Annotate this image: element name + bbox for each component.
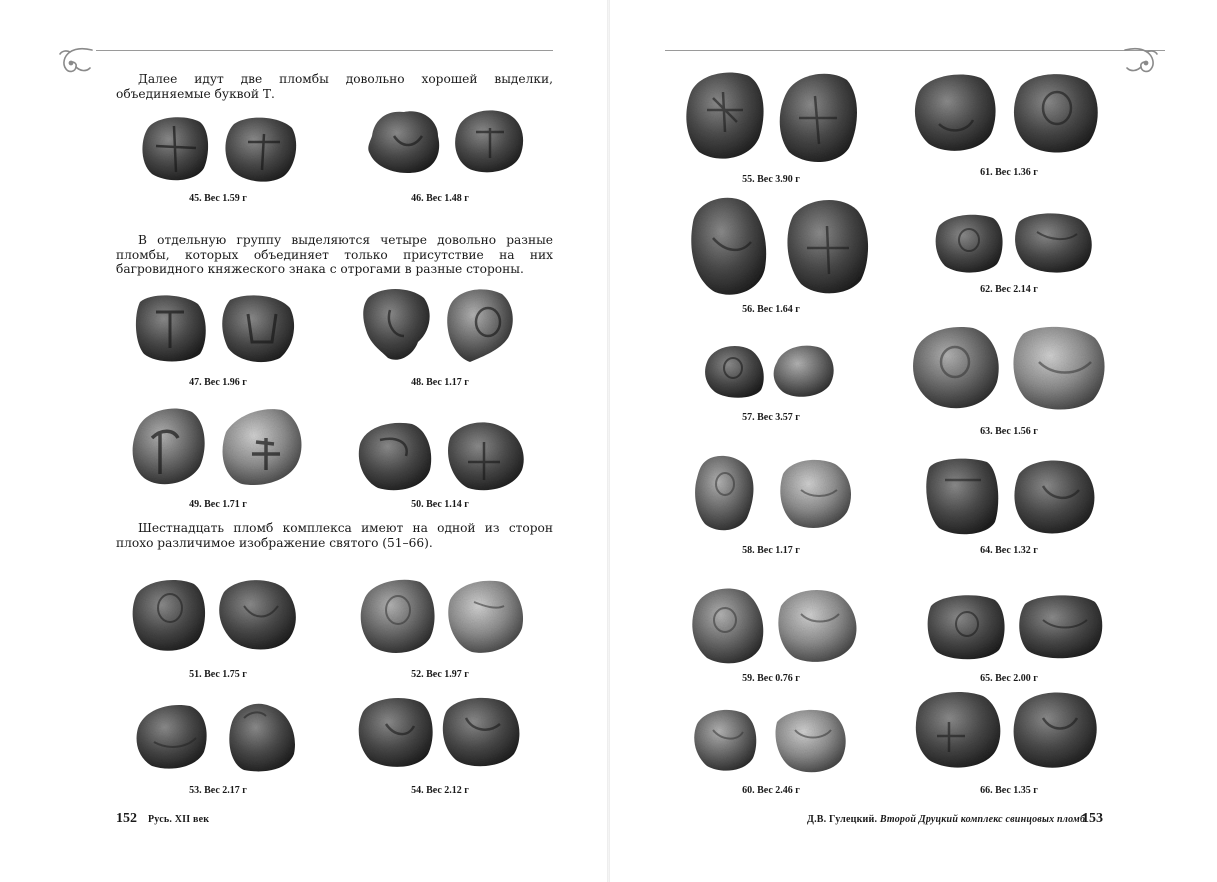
caption-55: 55. Вес 3.90 г <box>742 174 800 185</box>
paragraph-1: Далее идут две пломбы довольно хорошей выделки, объединяемые буквой Т. <box>116 72 553 101</box>
caption-54: 54. Вес 2.12 г <box>411 785 469 796</box>
seal-65 <box>691 706 851 776</box>
seal-49 <box>128 404 308 490</box>
paragraph-2: В отдельную группу выделяются четыре довольно разные пломбы, которых объединяет только присутствие на них багровидного княжеского знака с отрогами в разные стороны. <box>116 233 553 277</box>
running-head <box>807 814 1085 825</box>
seal-56 <box>911 70 1101 156</box>
seal-46 <box>364 106 528 178</box>
seal-66 <box>913 688 1103 772</box>
caption-63: 59. Вес 0.76 г <box>742 673 800 684</box>
seal-60 <box>909 322 1109 414</box>
seal-63 <box>689 584 863 668</box>
right-page <box>609 0 1217 882</box>
caption-53: 53. Вес 2.17 г <box>189 785 247 796</box>
seal-45 <box>138 112 298 186</box>
caption-47: 47. Вес 1.96 г <box>189 377 247 388</box>
caption-57: 56. Вес 1.64 г <box>742 304 800 315</box>
caption-65: 60. Вес 2.46 г <box>742 785 800 796</box>
seal-50 <box>354 418 530 494</box>
running-head: Русь. XII век <box>148 814 210 825</box>
caption-62: 64. Вес 1.32 г <box>980 545 1038 556</box>
caption-64: 65. Вес 2.00 г <box>980 673 1038 684</box>
seal-58 <box>933 210 1097 276</box>
seal-54 <box>358 694 524 770</box>
caption-58: 62. Вес 2.14 г <box>980 284 1038 295</box>
left-page <box>0 0 608 882</box>
caption-51: 51. Вес 1.75 г <box>189 669 247 680</box>
header-rule <box>665 50 1165 51</box>
paragraph-3: Шестнадцать пломб комплекса имеют на одной из сторон плохо различимое изображение святого (51–66). <box>116 521 553 550</box>
caption-46: 46. Вес 1.48 г <box>411 193 469 204</box>
seal-62 <box>925 456 1101 538</box>
seal-47 <box>134 290 300 366</box>
seal-61 <box>691 452 857 536</box>
seal-53 <box>134 698 298 774</box>
caption-66: 66. Вес 1.35 г <box>980 785 1038 796</box>
running-head-title: Второй Друцкий комплекс свинцовых пломб <box>879 814 1086 825</box>
caption-52: 52. Вес 1.97 г <box>411 669 469 680</box>
caption-61: 58. Вес 1.17 г <box>742 545 800 556</box>
corner-ornament-icon <box>1121 44 1161 78</box>
seal-55 <box>683 68 863 168</box>
seal-51 <box>132 576 300 654</box>
caption-45: 45. Вес 1.59 г <box>189 193 247 204</box>
caption-50: 50. Вес 1.14 г <box>411 499 469 510</box>
caption-56: 61. Вес 1.36 г <box>980 167 1038 178</box>
page-number: 153 <box>1082 811 1103 826</box>
running-head-author: Д.В. Гулецкий. <box>807 814 878 825</box>
header-rule <box>96 50 553 51</box>
caption-49: 49. Вес 1.71 г <box>189 499 247 510</box>
page-number: 152 <box>116 811 137 826</box>
caption-48: 48. Вес 1.17 г <box>411 377 469 388</box>
seal-57 <box>685 192 871 300</box>
corner-ornament-icon <box>56 44 96 78</box>
seal-64 <box>925 592 1105 662</box>
caption-59: 57. Вес 3.57 г <box>742 412 800 423</box>
seal-59 <box>703 340 839 400</box>
seal-52 <box>358 576 526 658</box>
seal-48 <box>360 284 518 368</box>
caption-60: 63. Вес 1.56 г <box>980 426 1038 437</box>
